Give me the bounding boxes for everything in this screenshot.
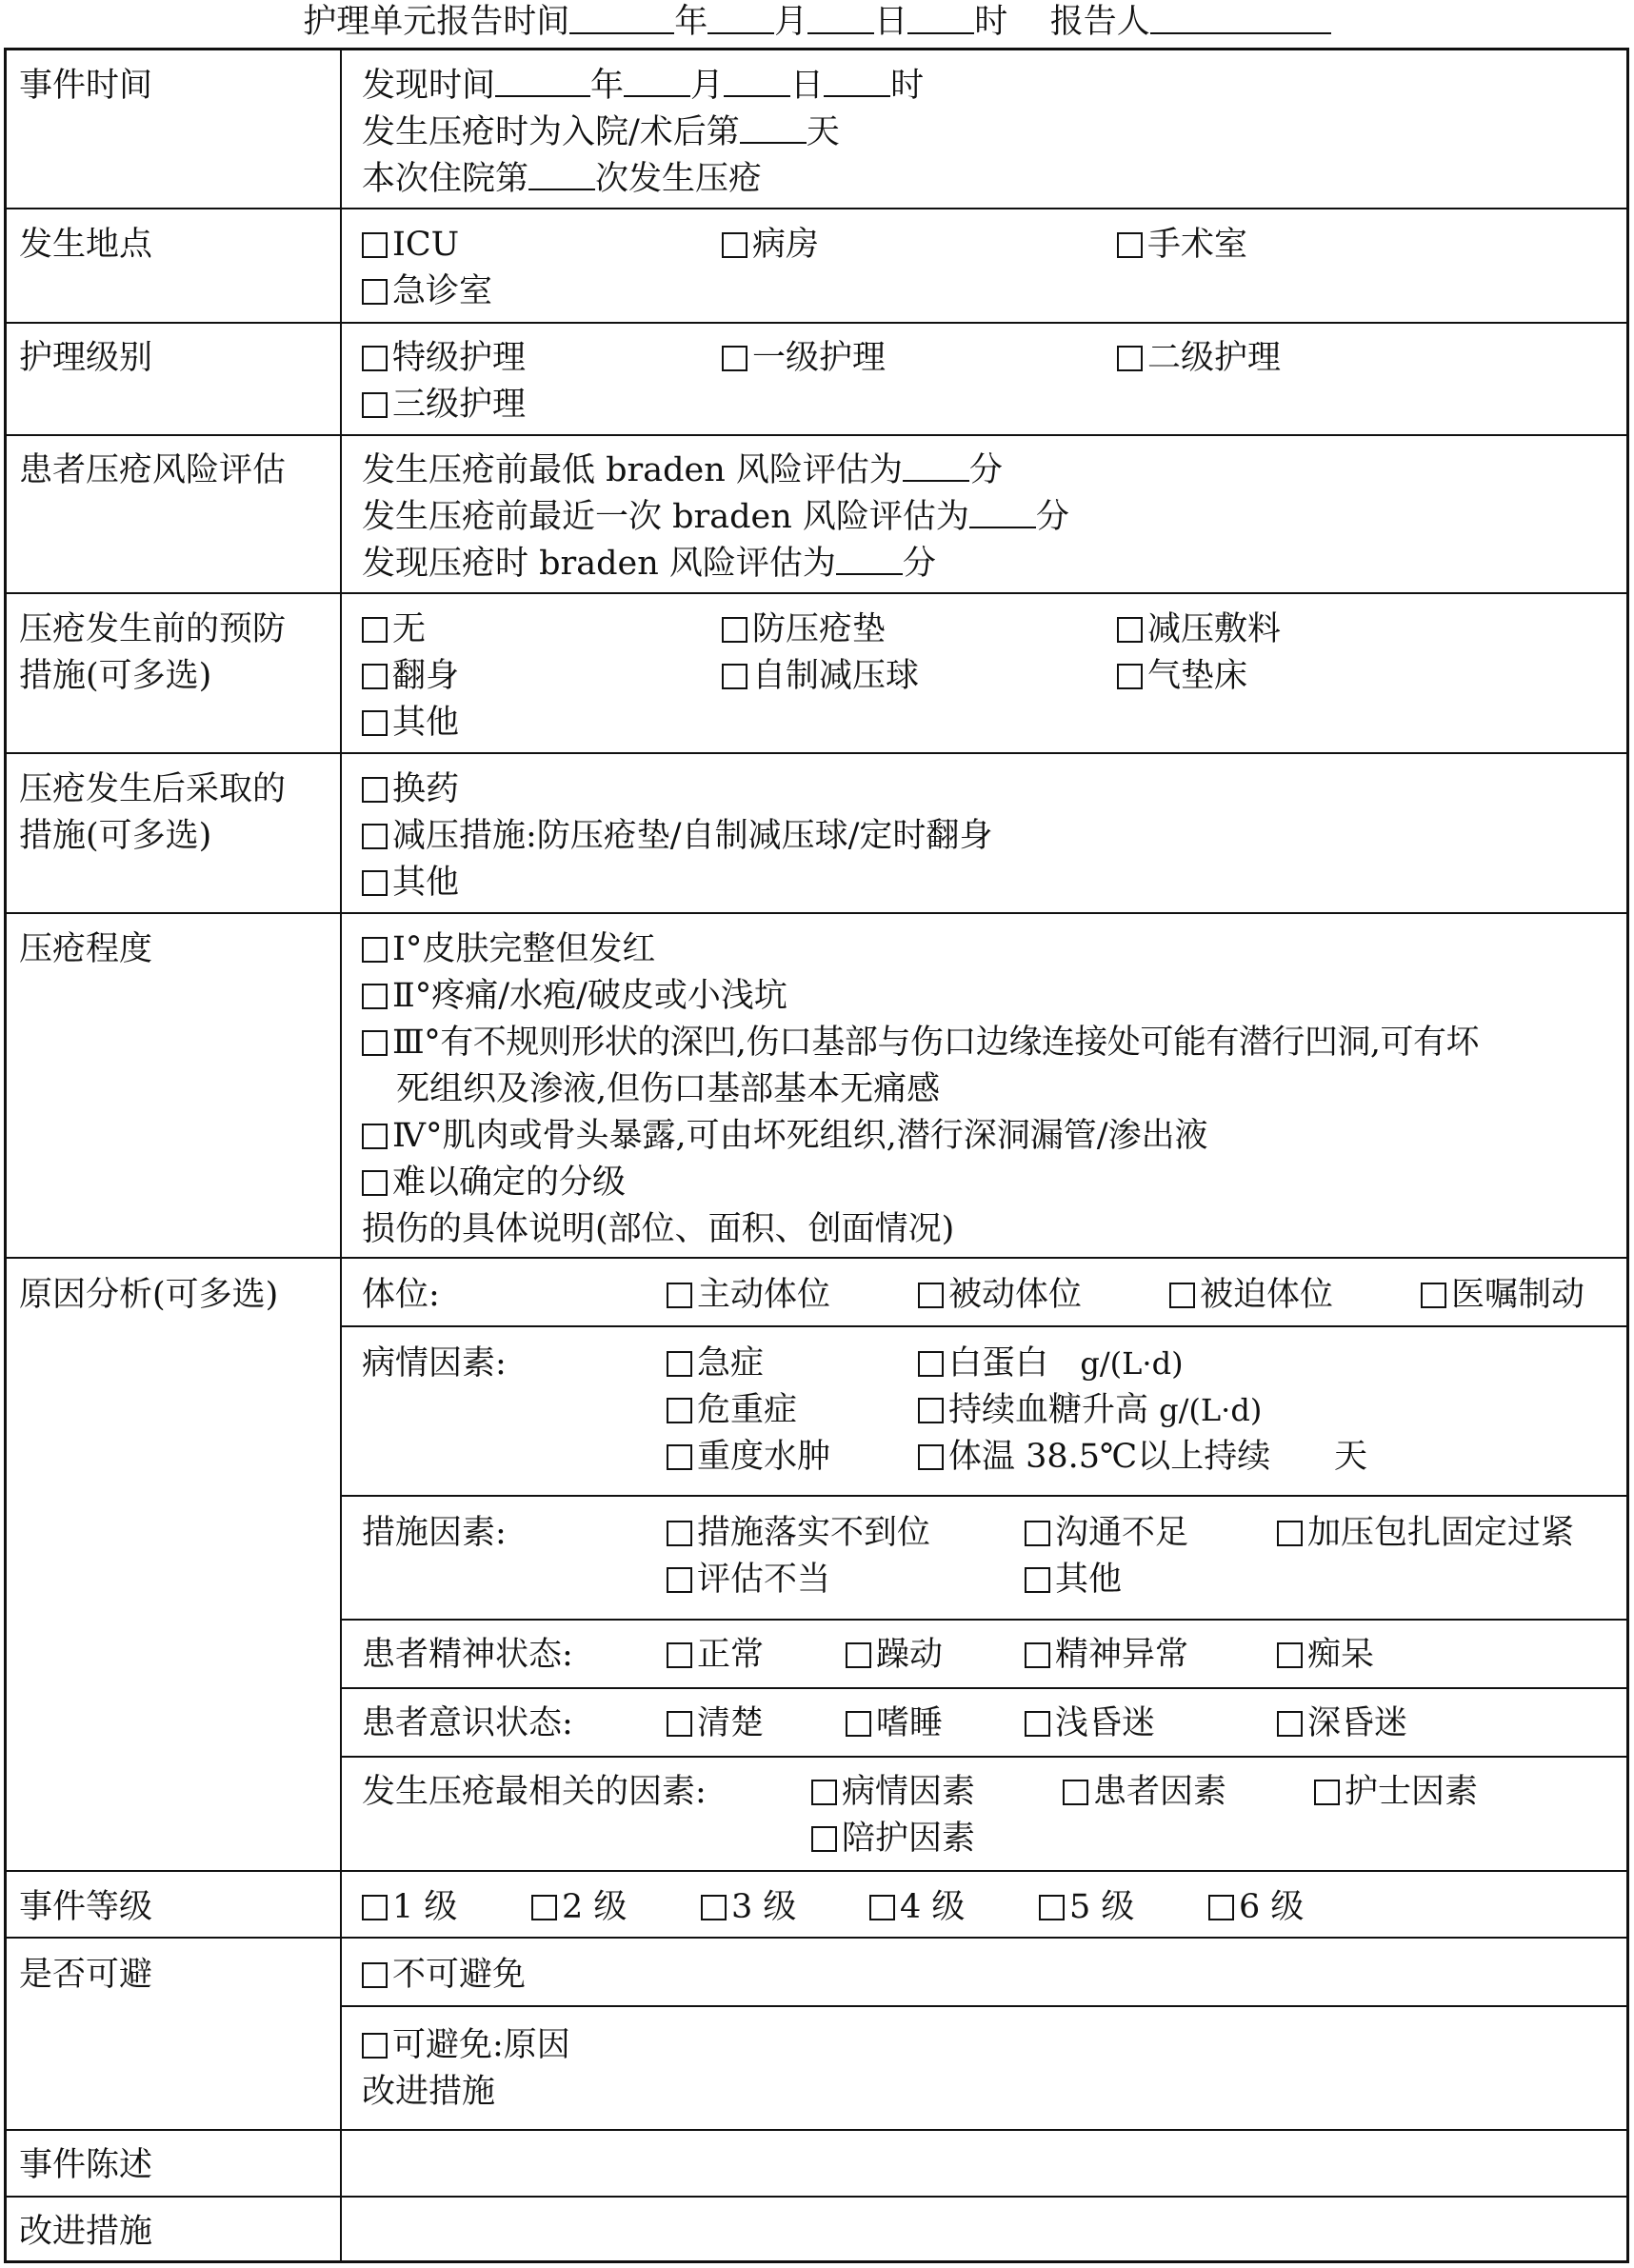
prevention-option-turning[interactable]: 翻身 bbox=[362, 653, 459, 700]
disease-option-critical[interactable]: 危重症 bbox=[667, 1387, 797, 1434]
checkbox[interactable] bbox=[362, 232, 388, 258]
checkbox[interactable] bbox=[1277, 1521, 1303, 1546]
header-month-unit: 月 bbox=[774, 3, 808, 41]
occurrence-count-line bbox=[362, 156, 762, 203]
prevention-option-other[interactable]: 其他 bbox=[362, 700, 459, 746]
checkbox[interactable] bbox=[667, 1521, 692, 1546]
report-year-field[interactable] bbox=[569, 0, 674, 34]
checkbox[interactable] bbox=[722, 346, 747, 371]
discovery-time-prefix: 发现时间 bbox=[362, 67, 496, 105]
conscious-option-clear[interactable]: 清楚 bbox=[667, 1701, 764, 1747]
checkbox[interactable] bbox=[1314, 1780, 1340, 1805]
main-factor-label: 发生压疮最相关的因素: bbox=[362, 1773, 707, 1811]
checkbox[interactable] bbox=[362, 392, 388, 418]
prevention-option-pad[interactable]: 防压疮垫 bbox=[722, 607, 886, 653]
checkbox[interactable] bbox=[362, 1030, 388, 1056]
discovery-month-field[interactable] bbox=[624, 63, 690, 97]
checkbox[interactable] bbox=[869, 1895, 895, 1920]
checkbox[interactable] bbox=[362, 1962, 388, 1988]
injury-description: 损伤的具体说明(部位、面积、创面情况) bbox=[362, 1210, 955, 1248]
location-option-icu[interactable]: ICU bbox=[362, 222, 459, 269]
header-hour-unit: 时 bbox=[974, 3, 1008, 41]
avoidable-option-no[interactable]: 不可避免 bbox=[362, 1952, 526, 1999]
checkbox[interactable] bbox=[667, 1711, 692, 1737]
admission-day-field[interactable] bbox=[740, 109, 807, 144]
post-measures-label-line2: 措施(可多选) bbox=[19, 817, 212, 855]
prevention-option-ball[interactable]: 自制减压球 bbox=[722, 653, 919, 700]
checkbox[interactable] bbox=[362, 824, 388, 849]
disease-label: 病情因素: bbox=[362, 1344, 507, 1383]
checkbox[interactable] bbox=[1025, 1642, 1050, 1668]
checkbox[interactable] bbox=[667, 1567, 692, 1593]
checkbox[interactable] bbox=[1169, 1283, 1195, 1308]
event-level-2[interactable]: 2 级 bbox=[531, 1884, 627, 1931]
avoidable-option-yes[interactable]: 可避免:原因 bbox=[362, 2022, 570, 2069]
occurrence-count-suffix: 次发生压疮 bbox=[595, 160, 763, 198]
checkbox[interactable] bbox=[811, 1780, 837, 1805]
checkbox[interactable] bbox=[1025, 1521, 1050, 1546]
discovery-time-line bbox=[362, 63, 924, 109]
disease-option-albumin[interactable]: 白蛋白 g/(L·d) bbox=[918, 1341, 1184, 1387]
checkbox[interactable] bbox=[362, 937, 388, 963]
main-factor-nurse[interactable]: 护士因素 bbox=[1314, 1769, 1478, 1816]
checkbox[interactable] bbox=[918, 1444, 944, 1470]
checkbox[interactable] bbox=[918, 1283, 944, 1308]
post-measures-label-line1: 压疮发生后采取的 bbox=[19, 770, 287, 808]
checkbox[interactable] bbox=[362, 1895, 388, 1920]
severity-option-2[interactable]: Ⅱ°疼痛/水疱/破皮或小浅坑 bbox=[362, 973, 787, 1020]
measure-option-other[interactable]: 其他 bbox=[1025, 1557, 1122, 1603]
mental-option-dementia[interactable]: 痴呆 bbox=[1277, 1632, 1374, 1679]
checkbox[interactable] bbox=[362, 1124, 388, 1149]
location-option-er[interactable]: 急诊室 bbox=[362, 269, 492, 315]
mental-label: 患者精神状态: bbox=[362, 1636, 573, 1674]
admission-day-line bbox=[362, 109, 840, 156]
narrative-label: 事件陈述 bbox=[19, 2146, 153, 2184]
mental-option-normal[interactable]: 正常 bbox=[667, 1632, 764, 1679]
main-factor-caregiver[interactable]: 陪护因素 bbox=[811, 1816, 975, 1862]
risk-discovery-field[interactable] bbox=[836, 541, 903, 575]
severity-option-1[interactable]: Ⅰ°皮肤完整但发红 bbox=[362, 926, 655, 973]
narrative-field[interactable] bbox=[345, 2131, 1626, 2194]
checkbox[interactable] bbox=[701, 1895, 727, 1920]
event-time-label: 事件时间 bbox=[19, 67, 153, 105]
checkbox[interactable] bbox=[667, 1351, 692, 1377]
checkbox[interactable] bbox=[362, 346, 388, 371]
admission-day-unit: 天 bbox=[806, 113, 840, 151]
checkbox[interactable] bbox=[362, 984, 388, 1009]
checkbox[interactable] bbox=[362, 617, 388, 643]
measure-option-communication[interactable]: 沟通不足 bbox=[1025, 1510, 1188, 1557]
header-day-unit: 日 bbox=[874, 3, 908, 41]
checkbox[interactable] bbox=[918, 1398, 944, 1423]
severity-option-3-cont: 死组织及渗液,但伤口基部基本无痛感 bbox=[396, 1070, 941, 1108]
checkbox[interactable] bbox=[722, 617, 747, 643]
prevention-label-line2: 措施(可多选) bbox=[19, 657, 212, 695]
checkbox[interactable] bbox=[362, 2033, 388, 2059]
measure-option-assessment[interactable]: 评估不当 bbox=[667, 1557, 830, 1603]
checkbox[interactable] bbox=[531, 1895, 557, 1920]
discovery-month-unit: 月 bbox=[690, 67, 725, 105]
checkbox[interactable] bbox=[722, 232, 747, 258]
checkbox[interactable] bbox=[362, 664, 388, 689]
position-option-active[interactable]: 主动体位 bbox=[667, 1272, 830, 1319]
admission-day-prefix: 发生压疮时为入院/术后第 bbox=[362, 113, 740, 151]
checkbox[interactable] bbox=[667, 1642, 692, 1668]
checkbox[interactable] bbox=[1277, 1642, 1303, 1668]
disease-option-acute[interactable]: 急症 bbox=[667, 1341, 764, 1387]
checkbox[interactable] bbox=[846, 1642, 871, 1668]
improvement-field[interactable] bbox=[345, 2198, 1626, 2258]
checkbox[interactable] bbox=[362, 710, 388, 736]
nursing-level-third[interactable]: 三级护理 bbox=[362, 382, 526, 428]
improvement-label: 改进措施 bbox=[19, 2213, 153, 2251]
risk-lowest-line: 发生压疮前最低 braden 风险评估为 分 bbox=[362, 448, 1003, 494]
position-option-forced[interactable]: 被迫体位 bbox=[1169, 1272, 1333, 1319]
measure-option-implementation[interactable]: 措施落实不到位 bbox=[667, 1510, 930, 1557]
disease-option-edema[interactable]: 重度水肿 bbox=[667, 1434, 830, 1481]
checkbox[interactable] bbox=[1117, 617, 1143, 643]
checkbox[interactable] bbox=[918, 1351, 944, 1377]
event-level-6[interactable]: 6 级 bbox=[1208, 1884, 1304, 1931]
checkbox[interactable] bbox=[667, 1444, 692, 1470]
conscious-option-light-coma[interactable]: 浅昏迷 bbox=[1025, 1701, 1155, 1747]
nursing-level-second[interactable]: 二级护理 bbox=[1117, 335, 1281, 382]
checkbox[interactable] bbox=[667, 1398, 692, 1423]
discovery-year-field[interactable] bbox=[495, 63, 590, 97]
checkbox[interactable] bbox=[1063, 1780, 1088, 1805]
risk-lowest-field[interactable] bbox=[903, 448, 969, 482]
header-year-unit: 年 bbox=[674, 3, 708, 41]
cause-label: 原因分析(可多选) bbox=[19, 1276, 279, 1314]
occurrence-count-prefix: 本次住院第 bbox=[362, 160, 529, 198]
prevention-option-none[interactable]: 无 bbox=[362, 607, 426, 653]
conscious-option-deep-coma[interactable]: 深昏迷 bbox=[1277, 1701, 1407, 1747]
checkbox[interactable] bbox=[362, 279, 388, 305]
checkbox[interactable] bbox=[362, 1170, 388, 1196]
nursing-level-special[interactable]: 特级护理 bbox=[362, 335, 526, 382]
mental-option-abnormal[interactable]: 精神异常 bbox=[1025, 1632, 1188, 1679]
measure-label: 措施因素: bbox=[362, 1514, 507, 1552]
location-label: 发生地点 bbox=[19, 226, 153, 264]
checkbox[interactable] bbox=[362, 777, 388, 803]
checkbox[interactable] bbox=[1039, 1895, 1065, 1920]
checkbox[interactable] bbox=[1421, 1283, 1446, 1308]
checkbox[interactable] bbox=[1208, 1895, 1234, 1920]
avoidable-label: 是否可避 bbox=[19, 1956, 153, 1994]
post-option-decompression[interactable]: 减压措施:防压疮垫/自制减压球/定时翻身 bbox=[362, 813, 992, 860]
disease-option-fever[interactable]: 体温 38.5℃以上持续 天 bbox=[918, 1434, 1367, 1481]
severity-option-4[interactable]: Ⅳ°肌肉或骨头暴露,可由坏死组织,潜行深洞漏管/渗出液 bbox=[362, 1113, 1208, 1160]
risk-recent-line: 发生压疮前最近一次 braden 风险评估为 分 bbox=[362, 494, 1069, 541]
header-prefix: 护理单元报告时间 bbox=[303, 3, 570, 41]
disease-option-glucose[interactable]: 持续血糖升高 g/(L·d) bbox=[918, 1387, 1262, 1434]
discovery-day-unit: 日 bbox=[790, 67, 825, 105]
post-option-dressing[interactable]: 换药 bbox=[362, 766, 459, 813]
measure-option-bandage[interactable]: 加压包扎固定过紧 bbox=[1277, 1510, 1574, 1557]
position-option-immobilized[interactable]: 医嘱制动 bbox=[1421, 1272, 1584, 1319]
header-reporter-label: 报告人 bbox=[1049, 3, 1150, 41]
event-level-5[interactable]: 5 级 bbox=[1039, 1884, 1134, 1931]
checkbox[interactable] bbox=[1117, 664, 1143, 689]
avoidable-improve-label: 改进措施 bbox=[362, 2073, 496, 2111]
risk-discovery-line: 发现压疮时 braden 风险评估为 分 bbox=[362, 541, 936, 587]
post-option-other[interactable]: 其他 bbox=[362, 860, 459, 906]
checkbox[interactable] bbox=[1117, 346, 1143, 371]
reporter-field[interactable] bbox=[1150, 0, 1331, 34]
checkbox[interactable] bbox=[1117, 232, 1143, 258]
report-hour-field[interactable] bbox=[907, 0, 974, 34]
prevention-label-line1: 压疮发生前的预防 bbox=[19, 610, 287, 648]
checkbox[interactable] bbox=[1025, 1711, 1050, 1737]
nursing-level-label: 护理级别 bbox=[19, 339, 153, 377]
checkbox[interactable] bbox=[811, 1826, 837, 1852]
event-level-4[interactable]: 4 级 bbox=[869, 1884, 965, 1931]
location-option-ward[interactable]: 病房 bbox=[722, 222, 819, 269]
event-level-label: 事件等级 bbox=[19, 1888, 153, 1926]
checkbox[interactable] bbox=[667, 1283, 692, 1308]
checkbox[interactable] bbox=[846, 1711, 871, 1737]
severity-label: 压疮程度 bbox=[19, 930, 153, 968]
occurrence-count-field[interactable] bbox=[528, 156, 595, 190]
conscious-option-drowsy[interactable]: 嗜睡 bbox=[846, 1701, 943, 1747]
nursing-level-first[interactable]: 一级护理 bbox=[722, 335, 886, 382]
main-factor-patient[interactable]: 患者因素 bbox=[1063, 1769, 1226, 1816]
main-factor-disease[interactable]: 病情因素 bbox=[811, 1769, 975, 1816]
severity-option-5[interactable]: 难以确定的分级 bbox=[362, 1160, 626, 1206]
position-option-passive[interactable]: 被动体位 bbox=[918, 1272, 1082, 1319]
mental-option-agitated[interactable]: 躁动 bbox=[846, 1632, 943, 1679]
discovery-hour-field[interactable] bbox=[824, 63, 890, 97]
severity-option-3[interactable]: Ⅲ°有不规则形状的深凹,伤口基部与伤口边缘连接处可能有潜行凹洞,可有坏 bbox=[362, 1020, 1479, 1066]
report-month-field[interactable] bbox=[707, 0, 774, 34]
event-level-3[interactable]: 3 级 bbox=[701, 1884, 796, 1931]
checkbox[interactable] bbox=[1025, 1567, 1050, 1593]
report-day-field[interactable] bbox=[807, 0, 874, 34]
discovery-year-unit: 年 bbox=[590, 67, 625, 105]
checkbox[interactable] bbox=[362, 870, 388, 896]
discovery-day-field[interactable] bbox=[724, 63, 790, 97]
report-header bbox=[0, 0, 1634, 48]
prevention-option-airbed[interactable]: 气垫床 bbox=[1117, 653, 1247, 700]
risk-label: 患者压疮风险评估 bbox=[19, 451, 287, 489]
position-label: 体位: bbox=[362, 1276, 440, 1314]
conscious-label: 患者意识状态: bbox=[362, 1704, 573, 1742]
location-option-or[interactable]: 手术室 bbox=[1117, 222, 1247, 269]
discovery-hour-unit: 时 bbox=[890, 67, 925, 105]
risk-recent-field[interactable] bbox=[969, 494, 1036, 528]
prevention-option-dressing[interactable]: 减压敷料 bbox=[1117, 607, 1281, 653]
event-level-1[interactable]: 1 级 bbox=[362, 1884, 457, 1931]
checkbox[interactable] bbox=[1277, 1711, 1303, 1737]
checkbox[interactable] bbox=[722, 664, 747, 689]
